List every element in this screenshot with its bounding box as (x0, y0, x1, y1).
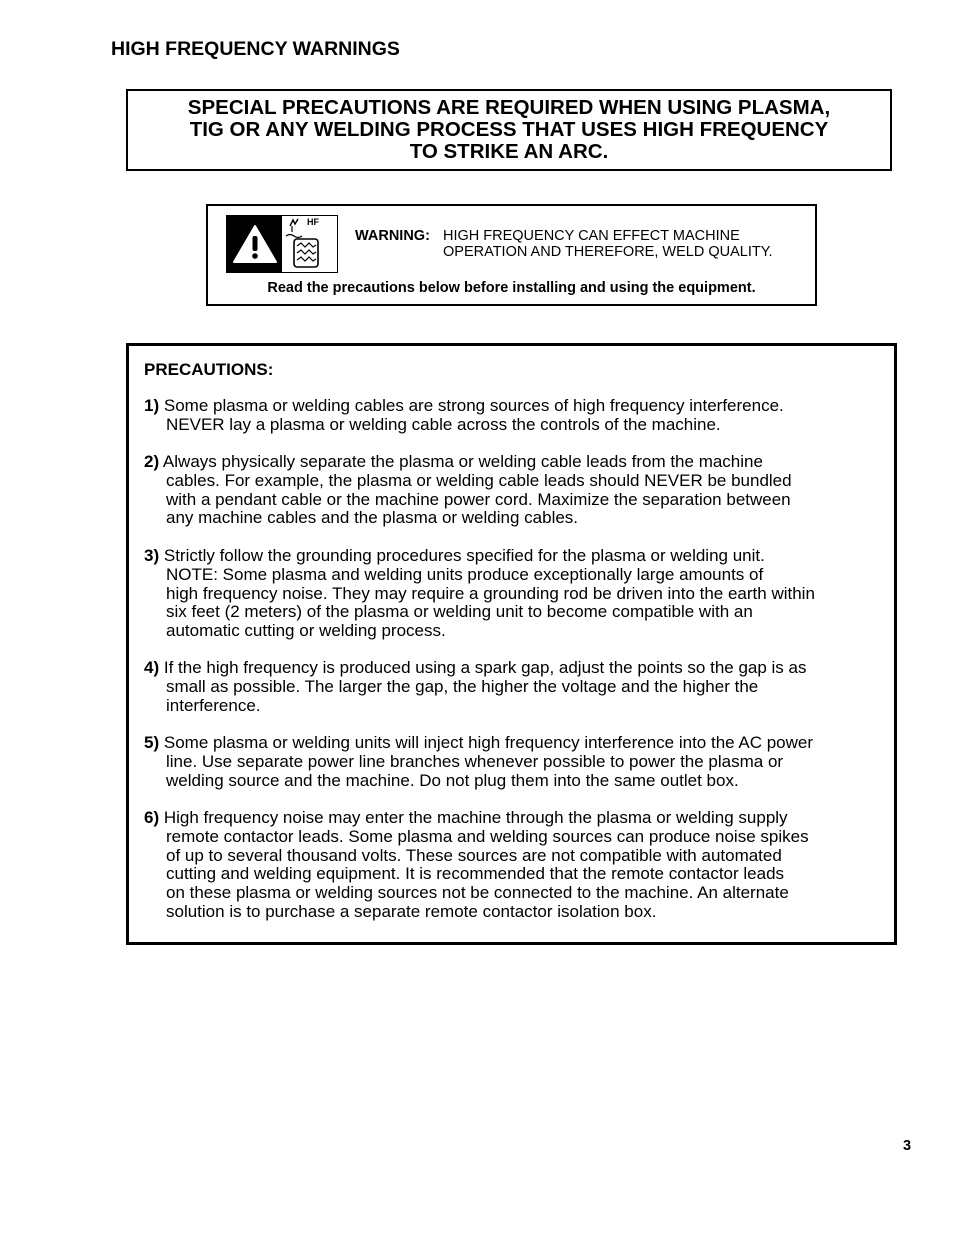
item-number: 1) (144, 396, 160, 415)
precaution-item-2 (144, 453, 884, 528)
warning-text (443, 228, 773, 260)
precaution-item-4 (144, 659, 884, 715)
warning-label-box (206, 204, 817, 306)
item-line: NOTE: Some plasma and welding units produce exceptionally large amounts of (166, 564, 764, 584)
high-frequency-icon (282, 216, 337, 272)
hf-icon-text: HF (307, 217, 319, 227)
special-precautions-line: TO STRIKE AN ARC. (409, 140, 609, 163)
precautions-box (126, 343, 897, 945)
precautions-title: PRECAUTIONS: (144, 360, 274, 379)
item-line: six feet (2 meters) of the plasma or welding unit to become compatible with an (166, 602, 753, 622)
item-number: 3) (144, 546, 160, 565)
special-precautions-line: SPECIAL PRECAUTIONS ARE REQUIRED WHEN USING PLASMA, (187, 96, 831, 119)
item-line: small as possible. The larger the gap, the higher the voltage and the higher the (166, 676, 759, 696)
item-line: any machine cables and the plasma or welding cables. (166, 508, 579, 528)
item-line: line. Use separate power line branches whenever possible to power the plasma or (166, 751, 784, 771)
item-number: 4) (144, 658, 160, 677)
item-line: cutting and welding equipment. It is recommended that the remote contactor leads (166, 864, 785, 884)
item-number: 6) (144, 808, 160, 827)
item-line: solution is to purchase a separate remote contactor isolation box. (166, 901, 657, 921)
caution-triangle-icon (227, 216, 282, 272)
item-number: 2) (144, 452, 160, 471)
item-number: 5) (144, 733, 160, 752)
precaution-item-1 (144, 397, 884, 435)
precaution-item-3 (144, 547, 884, 641)
read-precautions-note: Read the precautions below before installing and using the equipment. (267, 280, 756, 296)
item-line: remote contactor leads. Some plasma and welding sources can produce noise spikes (166, 826, 809, 846)
item-line: NEVER lay a plasma or welding cable across the controls of the machine. (166, 414, 721, 434)
item-line: Strictly follow the grounding procedures specified for the plasma or welding unit. (163, 546, 765, 565)
item-line: High frequency noise may enter the machine through the plasma or welding supply (163, 808, 788, 827)
warning-icons (226, 215, 338, 273)
page-heading: HIGH FREQUENCY WARNINGS (111, 38, 400, 60)
warning-text-line: OPERATION AND THEREFORE, WELD QUALITY. (443, 244, 773, 260)
page-number: 3 (903, 1138, 912, 1154)
item-line: of up to several thousand volts. These sources are not compatible with automated (166, 845, 782, 865)
item-line: on these plasma or welding sources not be connected to the machine. An alternate (166, 883, 789, 903)
item-line: Some plasma or welding cables are strong sources of high frequency interference. (163, 396, 784, 415)
item-line: automatic cutting or welding process. (166, 621, 446, 641)
item-line: Some plasma or welding units will inject high frequency interference into the AC power (163, 733, 814, 752)
item-line: If the high frequency is produced using a spark gap, adjust the points so the gap is as (163, 658, 807, 677)
item-line: with a pendant cable or the machine power cord. Maximize the separation between (166, 489, 791, 509)
item-line: high frequency noise. They may require a grounding rod be driven into the earth within (166, 583, 815, 603)
item-line: welding source and the machine. Do not plug them into the same outlet box. (166, 770, 739, 790)
item-line: Always physically separate the plasma or welding cable leads from the machine (162, 452, 763, 471)
warning-label: WARNING: (355, 228, 430, 244)
special-precautions-line: TIG OR ANY WELDING PROCESS THAT USES HIGH FREQUENCY (189, 118, 829, 141)
item-line: interference. (166, 695, 261, 715)
special-precautions-box (126, 89, 892, 171)
item-line: cables. For example, the plasma or welding cable leads should NEVER be bundled (166, 470, 792, 490)
precaution-item-5 (144, 734, 884, 790)
precaution-item-6 (144, 809, 884, 922)
warning-text-line: HIGH FREQUENCY CAN EFFECT MACHINE (443, 228, 740, 244)
